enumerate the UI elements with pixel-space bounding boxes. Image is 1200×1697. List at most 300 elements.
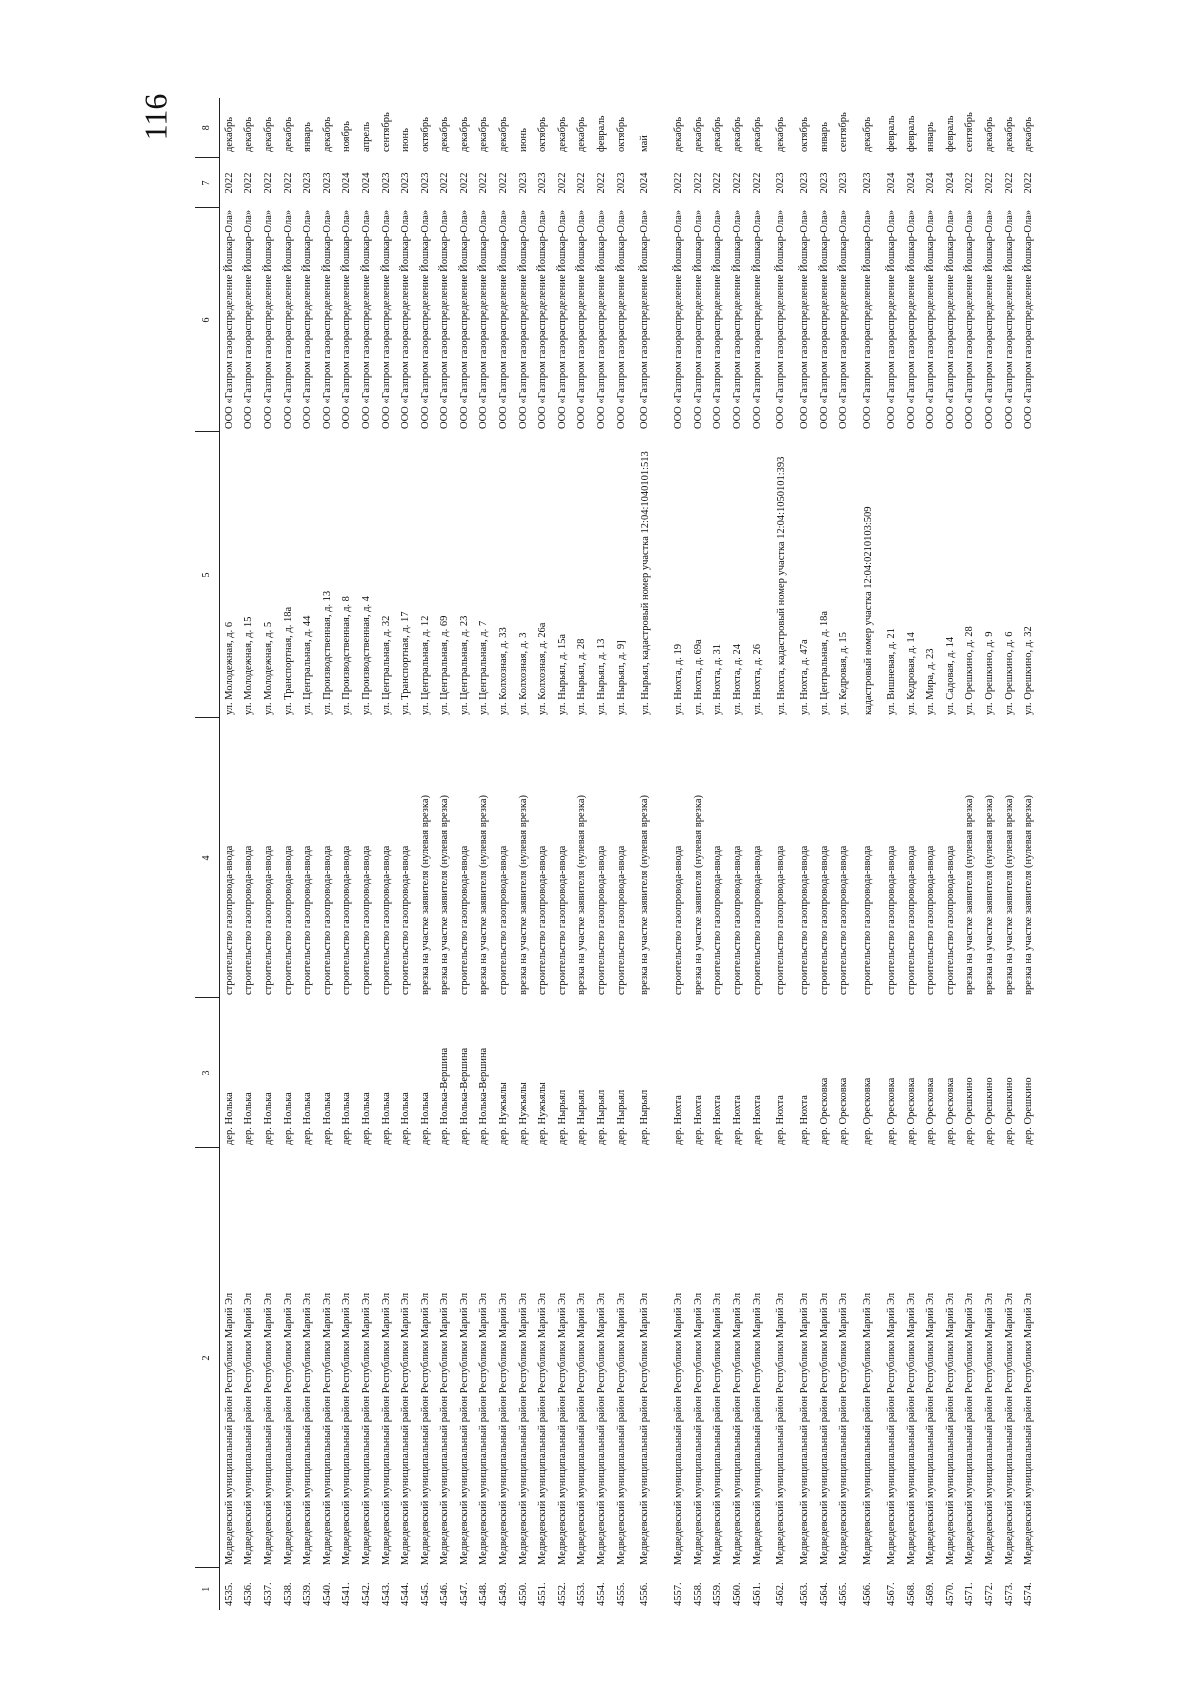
table-row [1000, 98, 1020, 1610]
address-cell: ул. Центральная, д. 69 [439, 615, 451, 715]
work-type-cell: врезка на участке заявителя (нулевая врезка) [983, 795, 995, 995]
address-cell: ул. Производственная, д. 4 [360, 596, 372, 715]
district-cell: Медведевский муниципальный район Республики Марий Эл [712, 1292, 724, 1565]
rotated-table-area [195, 98, 1035, 1610]
work-type-cell: строительство газопровода-ввода [905, 845, 917, 995]
work-type-cell: строительство газопровода-ввода [243, 845, 255, 995]
organization-cell: ООО «Газпром газораспределение Йошкар-Ола» [478, 209, 490, 429]
address-cell: ул. Молодежная, д. 5 [262, 621, 274, 715]
organization-cell: ООО «Газпром газораспределение Йошкар-Ола» [321, 209, 333, 429]
address-cell: ул. Орешкино, д. 9 [983, 631, 995, 715]
organization-cell: ООО «Газпром газораспределение Йошкар-Ола» [944, 209, 956, 429]
month-cell: декабрь [223, 117, 235, 152]
work-type-cell: строительство газопровода-ввода [556, 845, 568, 995]
district-cell: Медведевский муниципальный район Республики Марий Эл [302, 1292, 314, 1565]
month-cell: декабрь [983, 117, 995, 152]
month-cell: декабрь [478, 117, 490, 152]
work-type-cell: строительство газопровода-ввода [818, 845, 830, 995]
settlement-cell: дер. Нюхта [799, 1095, 811, 1145]
address-cell: ул. Нюхта, кадастровый номер участка 12:04:1050101:393 [775, 456, 787, 715]
district-cell: Медведевский муниципальный район Республики Марий Эл [439, 1292, 451, 1565]
month-cell: декабрь [282, 117, 294, 152]
organization-cell: ООО «Газпром газораспределение Йошкар-Ола» [262, 209, 274, 429]
row-number-cell: 4554. [596, 1582, 608, 1606]
year-cell: 2023 [799, 172, 811, 194]
settlement-cell: дер. Нолька-Вершина [458, 1047, 470, 1145]
work-type-cell: врезка на участке заявителя (нулевая врезка) [964, 795, 976, 995]
district-cell: Медведевский муниципальный район Республики Марий Эл [223, 1292, 235, 1565]
settlement-cell: дер. Оресковка [818, 1077, 830, 1145]
district-cell: Медведевский муниципальный район Республики Марий Эл [944, 1292, 956, 1565]
settlement-cell: дер. Нырьял [639, 1089, 651, 1145]
row-number-cell: 4565. [838, 1582, 850, 1606]
work-type-cell: строительство газопровода-ввода [862, 845, 874, 995]
organization-cell: ООО «Газпром газораспределение Йошкар-Ола» [964, 209, 976, 429]
table-header [195, 98, 220, 1610]
district-cell: Медведевский муниципальный район Республики Марий Эл [1003, 1292, 1015, 1565]
table-spacer [659, 98, 669, 1610]
district-cell: Медведевский муниципальный район Республики Марий Эл [576, 1292, 588, 1565]
table-row [279, 98, 299, 1610]
settlement-cell: дер. Нужъялы [498, 1082, 510, 1145]
district-cell: Медведевский муниципальный район Республики Марий Эл [925, 1292, 937, 1565]
district-cell: Медведевский муниципальный район Республики Марий Эл [282, 1292, 294, 1565]
table-row [882, 98, 902, 1610]
table-row [854, 98, 882, 1610]
district-cell: Медведевский муниципальный район Республики Марий Эл [673, 1292, 685, 1565]
month-cell: май [639, 135, 651, 152]
address-cell: ул. Центральная, д. 18а [818, 610, 830, 715]
organization-cell: ООО «Газпром газораспределение Йошкар-Ола» [556, 209, 568, 429]
row-number-cell: 4558. [692, 1582, 704, 1606]
organization-cell: ООО «Газпром газораспределение Йошкар-Ола» [639, 209, 651, 429]
settlement-cell: дер. Нолька [321, 1092, 333, 1145]
month-cell: декабрь [439, 117, 451, 152]
work-type-cell: строительство газопровода-ввода [498, 845, 510, 995]
year-cell: 2023 [838, 172, 850, 194]
work-type-cell: строительство газопровода-ввода [673, 845, 685, 995]
address-cell: ул. Орешкино, д. 28 [964, 626, 976, 715]
spacer-cell [659, 98, 669, 1610]
header-cell-6: 6 [195, 208, 220, 432]
settlement-cell: дер. Нолька [302, 1092, 314, 1145]
district-cell: Медведевский муниципальный район Республики Марий Эл [615, 1292, 627, 1565]
table-row [815, 98, 835, 1610]
table-row [748, 98, 768, 1610]
row-number-cell: 4568. [905, 1582, 917, 1606]
organization-cell: ООО «Газпром газораспределение Йошкар-Ола» [243, 209, 255, 429]
settlement-cell: дер. Нолька-Вершина [478, 1047, 490, 1145]
table-row [318, 98, 338, 1610]
year-cell: 2022 [556, 172, 568, 194]
settlement-cell: дер. Нолька [223, 1092, 235, 1145]
work-type-cell: строительство газопровода-ввода [380, 845, 392, 995]
table-row [921, 98, 941, 1610]
settlement-cell: дер. Оресковка [862, 1077, 874, 1145]
organization-cell: ООО «Газпром газораспределение Йошкар-Ола» [925, 209, 937, 429]
month-cell: февраль [596, 115, 608, 152]
district-cell: Медведевский муниципальный район Республики Марий Эл [692, 1292, 704, 1565]
year-cell: 2022 [439, 172, 451, 194]
district-cell: Медведевский муниципальный район Республики Марий Эл [262, 1292, 274, 1565]
month-cell: февраль [944, 115, 956, 152]
work-type-cell: строительство газопровода-ввода [458, 845, 470, 995]
row-number-cell: 4572. [983, 1582, 995, 1606]
row-number-cell: 4538. [282, 1582, 294, 1606]
month-cell: июнь [400, 128, 412, 152]
month-cell: июнь [517, 128, 529, 152]
organization-cell: ООО «Газпром газораспределение Йошкар-Ола» [517, 209, 529, 429]
row-number-cell: 4557. [673, 1582, 685, 1606]
district-cell: Медведевский муниципальный район Республики Марий Эл [838, 1292, 850, 1565]
row-number-cell: 4552. [556, 1582, 568, 1606]
district-cell: Медведевский муниципальный район Республики Марий Эл [400, 1292, 412, 1565]
row-number-cell: 4539. [302, 1582, 314, 1606]
address-cell: ул. Мира, д. 23 [925, 648, 937, 715]
organization-cell: ООО «Газпром газораспределение Йошкар-Ола» [498, 209, 510, 429]
month-cell: январь [925, 122, 937, 152]
month-cell: декабрь [673, 117, 685, 152]
address-cell: ул. Орешкино, д. 32 [1023, 626, 1035, 715]
table-row [592, 98, 612, 1610]
address-cell: ул. Производственная, д. 8 [341, 596, 353, 715]
row-number-cell: 4573. [1003, 1582, 1015, 1606]
year-cell: 2022 [964, 172, 976, 194]
table-row [1019, 98, 1039, 1610]
header-cell-5: 5 [195, 432, 220, 718]
table-row [436, 98, 456, 1610]
organization-cell: ООО «Газпром газораспределение Йошкар-Ола» [576, 209, 588, 429]
work-type-cell: врезка на участке заявителя (нулевая врезка) [1023, 795, 1035, 995]
table-row [455, 98, 475, 1610]
settlement-cell: дер. Нолька [380, 1092, 392, 1145]
address-cell: ул. Центральная, д. 7 [478, 620, 490, 715]
year-cell: 2024 [944, 172, 956, 194]
settlement-cell: дер. Нолька [262, 1092, 274, 1145]
organization-cell: ООО «Газпром газораспределение Йошкар-Ола» [282, 209, 294, 429]
settlement-cell: дер. Нырьял [596, 1089, 608, 1145]
month-cell: декабрь [1003, 117, 1015, 152]
year-cell: 2022 [983, 172, 995, 194]
work-type-cell: строительство газопровода-ввода [360, 845, 372, 995]
work-type-cell: строительство газопровода-ввода [751, 845, 763, 995]
row-number-cell: 4553. [576, 1582, 588, 1606]
district-cell: Медведевский муниципальный район Республики Марий Эл [321, 1292, 333, 1565]
organization-cell: ООО «Газпром газораспределение Йошкар-Ола» [380, 209, 392, 429]
month-cell: декабрь [751, 117, 763, 152]
settlement-cell: дер. Нолька [400, 1092, 412, 1145]
table-row [357, 98, 377, 1610]
table-row [396, 98, 416, 1610]
district-cell: Медведевский муниципальный район Республики Марий Эл [818, 1292, 830, 1565]
address-cell: ул. Транспортная, д. 17 [400, 611, 412, 715]
settlement-cell: дер. Нюхта [751, 1095, 763, 1145]
address-cell: ул. Колхозная, д. 3 [517, 632, 529, 715]
work-type-cell: строительство газопровода-ввода [262, 845, 274, 995]
address-cell: ул. Колхозная, д. 26а [537, 622, 549, 715]
row-number-cell: 4561. [751, 1582, 763, 1606]
year-cell: 2023 [818, 172, 830, 194]
row-number-cell: 4545. [419, 1582, 431, 1606]
month-cell: февраль [885, 115, 897, 152]
district-cell: Медведевский муниципальный район Республики Марий Эл [1023, 1292, 1035, 1565]
row-number-cell: 4571. [964, 1582, 976, 1606]
year-cell: 2022 [576, 172, 588, 194]
organization-cell: ООО «Газпром газораспределение Йошкар-Ола» [419, 209, 431, 429]
table-row [728, 98, 748, 1610]
settlement-cell: дер. Оресковка [944, 1077, 956, 1145]
organization-cell: ООО «Газпром газораспределение Йошкар-Ола» [905, 209, 917, 429]
table-row [612, 98, 632, 1610]
year-cell: 2022 [478, 172, 490, 194]
table-row [338, 98, 358, 1610]
month-cell: октябрь [537, 117, 549, 152]
work-type-cell: строительство газопровода-ввода [944, 845, 956, 995]
settlement-cell: дер. Нырьял [615, 1089, 627, 1145]
work-type-cell: строительство газопровода-ввода [596, 845, 608, 995]
address-cell: ул. Нюхта, д. 31 [712, 643, 724, 715]
address-cell: ул. Центральная, д. 32 [380, 615, 392, 715]
organization-cell: ООО «Газпром газораспределение Йошкар-Ола» [341, 209, 353, 429]
work-type-cell: строительство газопровода-ввода [615, 845, 627, 995]
page-number [139, 82, 173, 152]
month-cell: декабрь [458, 117, 470, 152]
row-number-cell: 4541. [341, 1582, 353, 1606]
district-cell: Медведевский муниципальный район Республики Марий Эл [419, 1292, 431, 1565]
settlement-cell: дер. Орешкино [983, 1077, 995, 1145]
month-cell: сентябрь [964, 112, 976, 152]
year-cell: 2023 [380, 172, 392, 194]
row-number-cell: 4546. [439, 1582, 451, 1606]
year-cell: 2022 [712, 172, 724, 194]
month-cell: декабрь [775, 117, 787, 152]
settlement-cell: дер. Орешкино [964, 1077, 976, 1145]
district-cell: Медведевский муниципальный район Республики Марий Эл [905, 1292, 917, 1565]
table-row [553, 98, 573, 1610]
year-cell: 2022 [673, 172, 685, 194]
settlement-cell: дер. Нюхта [673, 1095, 685, 1145]
organization-cell: ООО «Газпром газораспределение Йошкар-Ола» [302, 209, 314, 429]
district-cell: Медведевский муниципальный район Республики Марий Эл [596, 1292, 608, 1565]
year-cell: 2022 [751, 172, 763, 194]
settlement-cell: дер. Нолька [341, 1092, 353, 1145]
work-type-cell: врезка на участке заявителя (нулевая врезка) [639, 795, 651, 995]
month-cell: декабрь [321, 117, 333, 152]
row-number-cell: 4544. [400, 1582, 412, 1606]
table-row [961, 98, 981, 1610]
district-cell: Медведевский муниципальный район Республики Марий Эл [380, 1292, 392, 1565]
row-number-cell: 4540. [321, 1582, 333, 1606]
table-row [941, 98, 961, 1610]
address-cell: ул. Орешкино, д. 6 [1003, 631, 1015, 715]
settlement-cell: дер. Нюхта [692, 1095, 704, 1145]
month-cell: декабрь [692, 117, 704, 152]
month-cell: февраль [905, 115, 917, 152]
year-cell: 2024 [925, 172, 937, 194]
settlement-cell: дер. Оресковка [925, 1077, 937, 1145]
address-cell: ул. Нырьял, д. 9] [615, 640, 627, 715]
page-number-text: 116 [137, 93, 174, 141]
organization-cell: ООО «Газпром газораспределение Йошкар-Ола» [537, 209, 549, 429]
organization-cell: ООО «Газпром газораспределение Йошкар-Ола» [751, 209, 763, 429]
settlement-cell: дер. Орешкино [1003, 1077, 1015, 1145]
settlement-cell: дер. Нюхта [775, 1095, 787, 1145]
work-type-cell: врезка на участке заявителя (нулевая врезка) [517, 795, 529, 995]
organization-cell: ООО «Газпром газораспределение Йошкар-Ола» [862, 209, 874, 429]
month-cell: октябрь [615, 117, 627, 152]
header-cell-7: 7 [195, 158, 220, 208]
row-number-cell: 4537. [262, 1582, 274, 1606]
month-cell: апрель [360, 121, 372, 152]
organization-cell: ООО «Газпром газораспределение Йошкар-Ола» [615, 209, 627, 429]
row-number-cell: 4560. [732, 1582, 744, 1606]
year-cell: 2022 [732, 172, 744, 194]
month-cell: сентябрь [380, 112, 392, 152]
organization-cell: ООО «Газпром газораспределение Йошкар-Ола» [692, 209, 704, 429]
district-cell: Медведевский муниципальный район Республики Марий Эл [775, 1292, 787, 1565]
table-row [475, 98, 495, 1610]
table-row [377, 98, 397, 1610]
table-row [298, 98, 318, 1610]
organization-cell: ООО «Газпром газораспределение Йошкар-Ола» [439, 209, 451, 429]
year-cell: 2023 [400, 172, 412, 194]
row-number-cell: 4551. [537, 1582, 549, 1606]
year-cell: 2024 [885, 172, 897, 194]
district-cell: Медведевский муниципальный район Республики Марий Эл [862, 1292, 874, 1565]
month-cell: декабрь [732, 117, 744, 152]
year-cell: 2022 [262, 172, 274, 194]
year-cell: 2022 [596, 172, 608, 194]
table-row [416, 98, 436, 1610]
address-cell: ул. Нырьял, д. 28 [576, 638, 588, 715]
table-row [220, 98, 240, 1610]
row-number-cell: 4535. [223, 1582, 235, 1606]
address-cell: ул. Центральная, д. 23 [458, 615, 470, 715]
table-body [220, 98, 1039, 1610]
table-row [669, 98, 689, 1610]
year-cell: 2023 [321, 172, 333, 194]
address-cell: ул. Кедровая, д. 15 [838, 632, 850, 715]
year-cell: 2022 [223, 172, 235, 194]
district-cell: Медведевский муниципальный район Республики Марий Эл [478, 1292, 490, 1565]
organization-cell: ООО «Газпром газораспределение Йошкар-Ола» [712, 209, 724, 429]
year-cell: 2022 [282, 172, 294, 194]
district-cell: Медведевский муниципальный район Республики Марий Эл [732, 1292, 744, 1565]
year-cell: 2023 [419, 172, 431, 194]
address-cell: кадастровый номер участка 12:04:0210103:509 [862, 506, 874, 715]
work-type-cell: строительство газопровода-ввода [885, 845, 897, 995]
table-row [631, 98, 659, 1610]
year-cell: 2024 [905, 172, 917, 194]
work-type-cell: строительство газопровода-ввода [537, 845, 549, 995]
address-cell: ул. Нырьял, д. 15а [556, 633, 568, 715]
table-row [259, 98, 279, 1610]
district-cell: Медведевский муниципальный район Республики Марий Эл [360, 1292, 372, 1565]
district-cell: Медведевский муниципальный район Республики Марий Эл [885, 1292, 897, 1565]
month-cell: декабрь [1023, 117, 1035, 152]
month-cell: январь [302, 122, 314, 152]
district-cell: Медведевский муниципальный район Республики Марий Эл [639, 1292, 651, 1565]
organization-cell: ООО «Газпром газораспределение Йошкар-Ола» [458, 209, 470, 429]
table-row [709, 98, 729, 1610]
year-cell: 2024 [639, 172, 651, 194]
district-cell: Медведевский муниципальный район Республики Марий Эл [964, 1292, 976, 1565]
month-cell: октябрь [799, 117, 811, 152]
settlement-cell: дер. Нужъялы [537, 1082, 549, 1145]
organization-cell: ООО «Газпром газораспределение Йошкар-Ола» [732, 209, 744, 429]
year-cell: 2022 [692, 172, 704, 194]
row-number-cell: 4569. [925, 1582, 937, 1606]
year-cell: 2022 [1003, 172, 1015, 194]
district-cell: Медведевский муниципальный район Республики Марий Эл [556, 1292, 568, 1565]
work-type-cell: строительство газопровода-ввода [341, 845, 353, 995]
year-cell: 2023 [615, 172, 627, 194]
table-row [980, 98, 1000, 1610]
work-type-cell: врезка на участке заявителя (нулевая врезка) [1003, 795, 1015, 995]
row-number-cell: 4548. [478, 1582, 490, 1606]
settlement-cell: дер. Оресковка [885, 1077, 897, 1145]
organization-cell: ООО «Газпром газораспределение Йошкар-Ола» [223, 209, 235, 429]
organization-cell: ООО «Газпром газораспределение Йошкар-Ола» [400, 209, 412, 429]
table-row [835, 98, 855, 1610]
address-cell: ул. Вишневая, д. 21 [885, 628, 897, 715]
year-cell: 2023 [302, 172, 314, 194]
table-row [240, 98, 260, 1610]
work-type-cell: строительство газопровода-ввода [925, 845, 937, 995]
row-number-cell: 4547. [458, 1582, 470, 1606]
work-type-cell: врезка на участке заявителя (нулевая врезка) [439, 795, 451, 995]
settlement-cell: дер. Нолька-Вершина [439, 1047, 451, 1145]
month-cell: ноябрь [341, 121, 353, 152]
table-row [795, 98, 815, 1610]
address-cell: ул. Молодежная, д. 15 [243, 616, 255, 715]
row-number-cell: 4556. [639, 1582, 651, 1606]
year-cell: 2024 [360, 172, 372, 194]
month-cell: декабрь [576, 117, 588, 152]
district-cell: Медведевский муниципальный район Республики Марий Эл [517, 1292, 529, 1565]
row-number-cell: 4550. [517, 1582, 529, 1606]
table-row [767, 98, 795, 1610]
organization-cell: ООО «Газпром газораспределение Йошкар-Ола» [360, 209, 372, 429]
month-cell: декабрь [712, 117, 724, 152]
address-cell: ул. Центральная, д. 12 [419, 615, 431, 715]
address-cell: ул. Садовая, д. 14 [944, 636, 956, 715]
row-number-cell: 4567. [885, 1582, 897, 1606]
address-cell: ул. Производственная, д. 13 [321, 590, 333, 715]
month-cell: декабрь [556, 117, 568, 152]
settlement-cell: дер. Нырьял [576, 1089, 588, 1145]
work-type-cell: строительство газопровода-ввода [302, 845, 314, 995]
address-cell: ул. Нырьял, кадастровый номер участка 12:04:1040101:513 [639, 451, 651, 715]
district-cell: Медведевский муниципальный район Республики Марий Эл [537, 1292, 549, 1565]
table-row [514, 98, 534, 1610]
header-cell-3: 3 [195, 998, 220, 1148]
organization-cell: ООО «Газпром газораспределение Йошкар-Ола» [1003, 209, 1015, 429]
table-row [534, 98, 554, 1610]
address-cell: ул. Транспортная, д. 18а [282, 606, 294, 715]
year-cell: 2023 [537, 172, 549, 194]
header-row [195, 98, 220, 1610]
row-number-cell: 4564. [818, 1582, 830, 1606]
organization-cell: ООО «Газпром газораспределение Йошкар-Ола» [596, 209, 608, 429]
address-cell: ул. Нюхта, д. 26 [751, 643, 763, 715]
work-type-cell: строительство газопровода-ввода [799, 845, 811, 995]
district-cell: Медведевский муниципальный район Республики Марий Эл [799, 1292, 811, 1565]
month-cell: декабрь [862, 117, 874, 152]
month-cell: январь [818, 122, 830, 152]
header-cell-4: 4 [195, 718, 220, 998]
year-cell: 2022 [498, 172, 510, 194]
